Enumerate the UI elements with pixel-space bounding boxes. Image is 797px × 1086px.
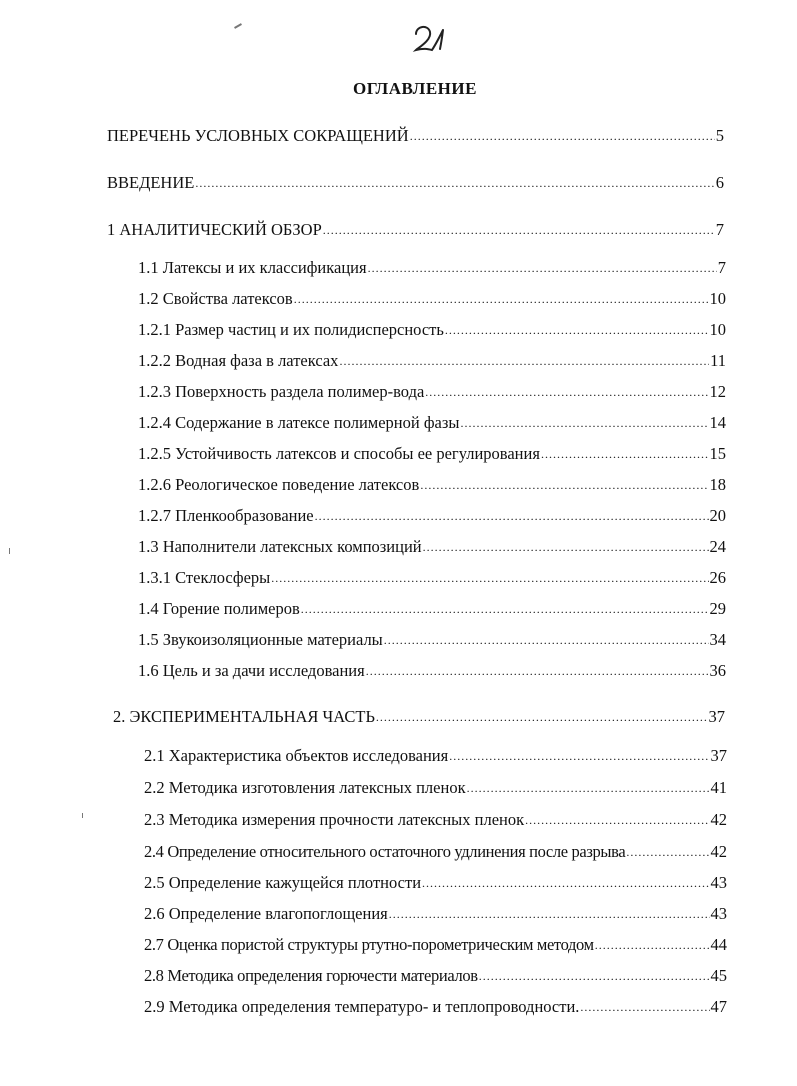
toc-entry-label: 2.5 Определение кажущейся плотности — [144, 873, 422, 892]
margin-mark — [9, 548, 10, 554]
toc-entry-label: 1.4 Горение полимеров — [138, 599, 300, 618]
toc-entry-page: 7 — [717, 258, 726, 277]
dot-leader — [595, 935, 710, 955]
toc-entry[interactable] — [138, 258, 726, 279]
toc-entry-label: ПЕРЕЧЕНЬ УСЛОВНЫХ СОКРАЩЕНИЙ — [107, 126, 409, 145]
toc-entry-label: 1.5 Звукоизоляционные материалы — [138, 630, 383, 649]
toc-entry-label: 2. ЭКСПЕРИМЕНТАЛЬНАЯ ЧАСТЬ — [113, 707, 375, 726]
dot-leader — [410, 126, 715, 146]
toc-entry-page: 7 — [715, 220, 724, 239]
toc-entry[interactable] — [138, 661, 726, 682]
toc-entry-label: 1.2.6 Реологическое поведение латексов — [138, 475, 420, 494]
dot-leader — [423, 537, 709, 557]
toc-entry[interactable] — [107, 173, 724, 194]
dot-leader — [301, 599, 709, 619]
toc-entry[interactable] — [144, 842, 727, 863]
toc-entry-page: 41 — [710, 778, 727, 797]
toc-entry[interactable] — [113, 707, 725, 728]
dot-leader — [449, 746, 709, 766]
dot-leader — [479, 966, 710, 986]
toc-entry-page: 43 — [710, 904, 727, 923]
toc-entry[interactable] — [144, 778, 727, 799]
toc-entry-page: 44 — [710, 935, 727, 954]
toc-entry[interactable] — [144, 810, 727, 831]
toc-entry-label: 2.2 Методика изготовления латексных пленок — [144, 778, 466, 797]
toc-entry-page: 37 — [710, 746, 727, 765]
toc-entry[interactable] — [138, 289, 726, 310]
toc-entry-page: 24 — [709, 537, 726, 556]
dot-leader — [195, 173, 714, 193]
toc-entry[interactable] — [138, 413, 726, 434]
toc-entry-page: 36 — [709, 661, 726, 680]
toc-entry-label: 1.2.5 Устойчивость латексов и способы ее регулирования — [138, 444, 540, 463]
dot-leader — [315, 506, 709, 526]
dot-leader — [368, 258, 717, 278]
dot-leader — [445, 320, 709, 340]
toc-entry-label: ВВЕДЕНИЕ — [107, 173, 195, 192]
toc-entry-page: 42 — [710, 810, 727, 829]
toc-entry-label: 2.6 Определение влагопоглощения — [144, 904, 388, 923]
toc-entry-label: 1.2.3 Поверхность раздела полимер-вода — [138, 382, 425, 401]
dot-leader — [376, 707, 708, 727]
toc-entry-page: 10 — [709, 289, 726, 308]
dot-leader — [467, 778, 710, 798]
stray-pen-mark — [234, 23, 242, 29]
toc-entry-page: 47 — [710, 997, 727, 1016]
toc-entry[interactable] — [138, 444, 726, 465]
dot-leader — [541, 444, 709, 464]
dot-leader — [294, 289, 709, 309]
toc-entry-page: 12 — [709, 382, 726, 401]
toc-entry-page: 42 — [710, 842, 727, 861]
toc-entry-label: 1.6 Цель и за дачи исследования — [138, 661, 365, 680]
dot-leader — [389, 904, 710, 924]
toc-entry-label: 1.2 Свойства латексов — [138, 289, 293, 308]
toc-entry-page: 15 — [709, 444, 726, 463]
toc-entry[interactable] — [107, 220, 724, 241]
toc-entry-label: 1.2.2 Водная фаза в латексах — [138, 351, 339, 370]
toc-entry[interactable] — [138, 630, 726, 651]
toc-entry-label: 2.9 Методика определения температуро- и теплопроводности. — [144, 997, 580, 1016]
toc-entry-page: 45 — [710, 966, 727, 985]
toc-entry[interactable] — [144, 966, 727, 987]
toc-title: ОГЛАВЛЕНИЕ — [353, 79, 477, 98]
toc-entry-page: 6 — [715, 173, 724, 192]
toc-entry[interactable] — [144, 935, 727, 956]
dot-leader — [525, 810, 709, 830]
handwritten-page-number — [410, 22, 450, 56]
toc-entry-label: 1 АНАЛИТИЧЕСКИЙ ОБЗОР — [107, 220, 322, 239]
toc-entry-page: 5 — [715, 126, 724, 145]
toc-entry[interactable] — [138, 351, 726, 372]
toc-entry-label: 1.2.1 Размер частиц и их полидисперсность — [138, 320, 444, 339]
toc-entry-label: 2.4 Определение относительного остаточного удлинения после разрыва — [144, 842, 626, 861]
toc-entry-page: 29 — [709, 599, 726, 618]
toc-entry-page: 14 — [709, 413, 726, 432]
dot-leader — [339, 351, 709, 371]
dot-leader — [271, 568, 708, 588]
toc-entry-page: 20 — [709, 506, 726, 525]
toc-entry-label: 1.2.4 Содержание в латексе полимерной фазы — [138, 413, 460, 432]
toc-entry-label: 2.8 Методика определения горючести материалов — [144, 966, 478, 985]
dot-leader — [420, 475, 708, 495]
toc-entry-label: 1.3.1 Стеклосферы — [138, 568, 271, 587]
toc-entry[interactable] — [107, 126, 724, 147]
toc-entry-page: 43 — [710, 873, 727, 892]
toc-entry-label: 2.7 Оценка пористой структуры ртутно-порометрическим методом — [144, 935, 594, 954]
toc-entry[interactable] — [138, 506, 726, 527]
toc-entry[interactable] — [144, 746, 727, 767]
toc-entry-label: 1.2.7 Пленкообразование — [138, 506, 314, 525]
toc-entry-label: 1.3 Наполнители латексных композиций — [138, 537, 422, 556]
dot-leader — [384, 630, 709, 650]
dot-leader — [422, 873, 709, 893]
dot-leader — [460, 413, 708, 433]
toc-entry-page: 10 — [709, 320, 726, 339]
toc-entry-label: 1.1 Латексы и их классификация — [138, 258, 367, 277]
toc-entry-label: 2.3 Методика измерения прочности латексных пленок — [144, 810, 525, 829]
toc-entry-page: 37 — [708, 707, 725, 726]
margin-mark — [82, 813, 83, 818]
toc-entry[interactable] — [138, 599, 726, 620]
toc-entry-page: 11 — [710, 351, 726, 370]
toc-entry-page: 26 — [709, 568, 726, 587]
dot-leader — [580, 997, 709, 1017]
toc-entry-page: 34 — [709, 630, 726, 649]
toc-entry-page: 18 — [709, 475, 726, 494]
toc-entry[interactable] — [144, 997, 727, 1018]
dot-leader — [425, 382, 708, 402]
toc-entry-label: 2.1 Характеристика объектов исследования — [144, 746, 449, 765]
toc-entry[interactable] — [138, 537, 726, 558]
dot-leader — [626, 842, 709, 862]
toc-entry[interactable] — [138, 320, 726, 341]
dot-leader — [366, 661, 709, 681]
toc-entry[interactable] — [138, 568, 726, 589]
dot-leader — [323, 220, 715, 240]
toc-entry[interactable] — [138, 475, 726, 496]
toc-entry[interactable] — [144, 904, 727, 925]
toc-entry[interactable] — [144, 873, 727, 894]
toc-entry[interactable] — [138, 382, 726, 403]
